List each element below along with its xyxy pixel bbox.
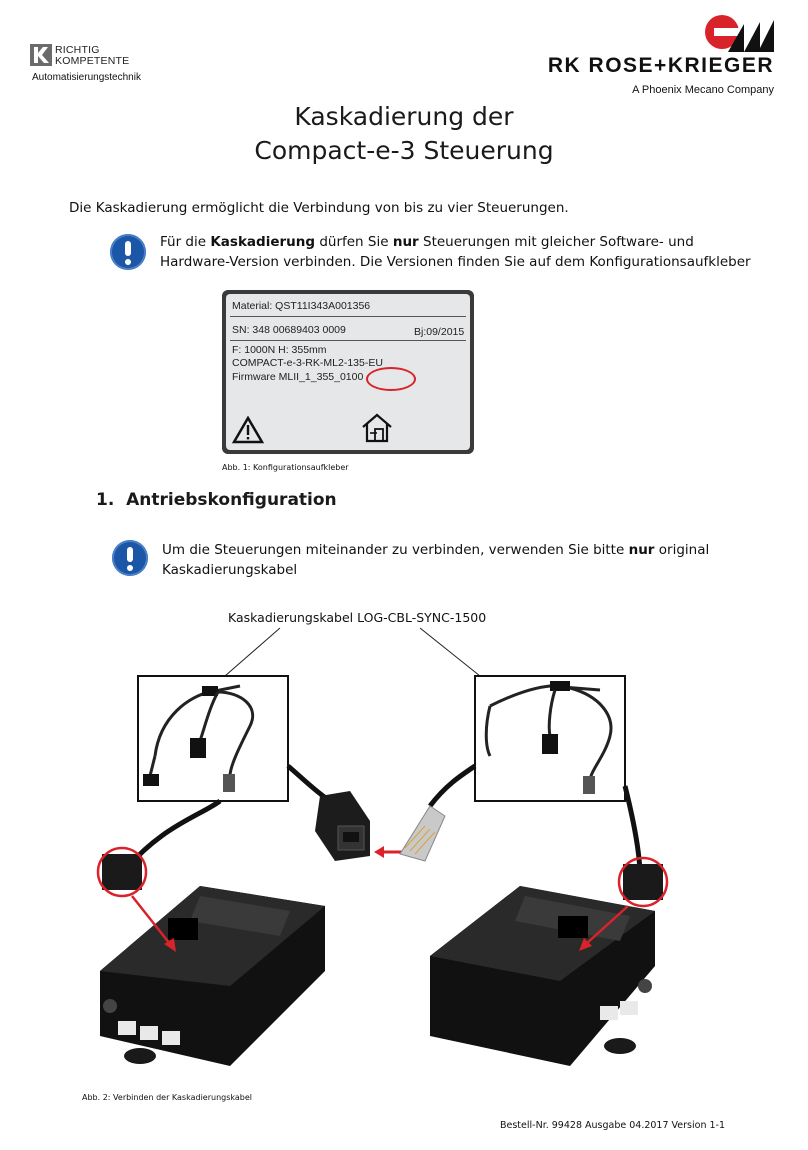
title-bold-part: Kaskad <box>294 102 384 131</box>
cable-photo-left <box>138 676 288 801</box>
controller-left <box>100 886 325 1066</box>
title-line2: Compact-e-3 Steuerung <box>254 136 554 165</box>
label-model: COMPACT-e-3-RK-ML2-135-EU <box>232 357 383 369</box>
indoor-use-house-icon <box>360 412 394 444</box>
brand-tagline: A Phoenix Mecano Company <box>632 84 774 96</box>
label-force-height: F: 1000N H: 355mm <box>232 344 327 356</box>
pointer-line-right <box>420 628 480 676</box>
connector-left <box>98 848 176 952</box>
note-original-cable: Um die Steuerungen miteinander zu verbinden, verwenden Sie bitte nur original Kaskadierungskabel <box>162 542 710 578</box>
configuration-label-photo <box>222 290 474 454</box>
rj45-socket <box>315 791 370 861</box>
note-versions: Für die Kaskadierung dürfen Sie nur Steuerungen mit gleicher Software- und Hardware-Version verbinden. Die Versionen finden Sie auf dem Konfigurationsaufkleber <box>160 234 751 270</box>
rose-krieger-logo <box>540 14 780 104</box>
info-exclamation-icon <box>110 234 146 270</box>
logo-line2: KOMPETENTE <box>55 55 130 67</box>
label-material: Material: QST11I343A001356 <box>232 300 371 312</box>
rose-krieger-mark-icon <box>704 14 776 54</box>
label-firmware: Firmware MLII_1_355_0100 <box>232 371 364 383</box>
info-exclamation-icon-2 <box>112 540 148 576</box>
title-rest: ierung der <box>383 102 514 131</box>
richtig-kompetente-logo <box>30 44 190 90</box>
rk-logo-icon <box>30 44 52 66</box>
logo-subline: Automatisierungstechnik <box>32 72 141 83</box>
brand-name: RK ROSE+KRIEGER <box>547 54 774 77</box>
rj45-plug <box>400 806 445 861</box>
figure1-caption: Abb. 1: Konfigurationsaufkleber <box>222 463 349 472</box>
cable-label: Kaskadierungskabel LOG-CBL-SYNC-1500 <box>228 610 487 625</box>
firmware-highlight-circle <box>366 367 416 391</box>
label-sn: SN: 348 00689403 0009 <box>232 324 346 336</box>
section-heading: 1. Antriebskonfiguration <box>96 490 337 510</box>
logo-line1: RICHTIG <box>55 44 100 56</box>
cable-photo-right <box>475 676 625 801</box>
footer-order-info: Bestell-Nr. 99428 Ausgabe 04.2017 Version 1-1 <box>500 1120 725 1131</box>
label-bj: Bj:09/2015 <box>414 326 465 338</box>
cascade-cable-illustration <box>80 626 680 1096</box>
document-title <box>0 100 808 168</box>
pointer-line-left <box>225 628 280 676</box>
intro-text: Die Kaskadierung ermöglicht die Verbindung von bis zu vier Steuerungen. <box>69 200 569 216</box>
warning-triangle-icon <box>232 416 264 444</box>
figure2-caption: Abb. 2: Verbinden der Kaskadierungskabel <box>82 1093 253 1102</box>
